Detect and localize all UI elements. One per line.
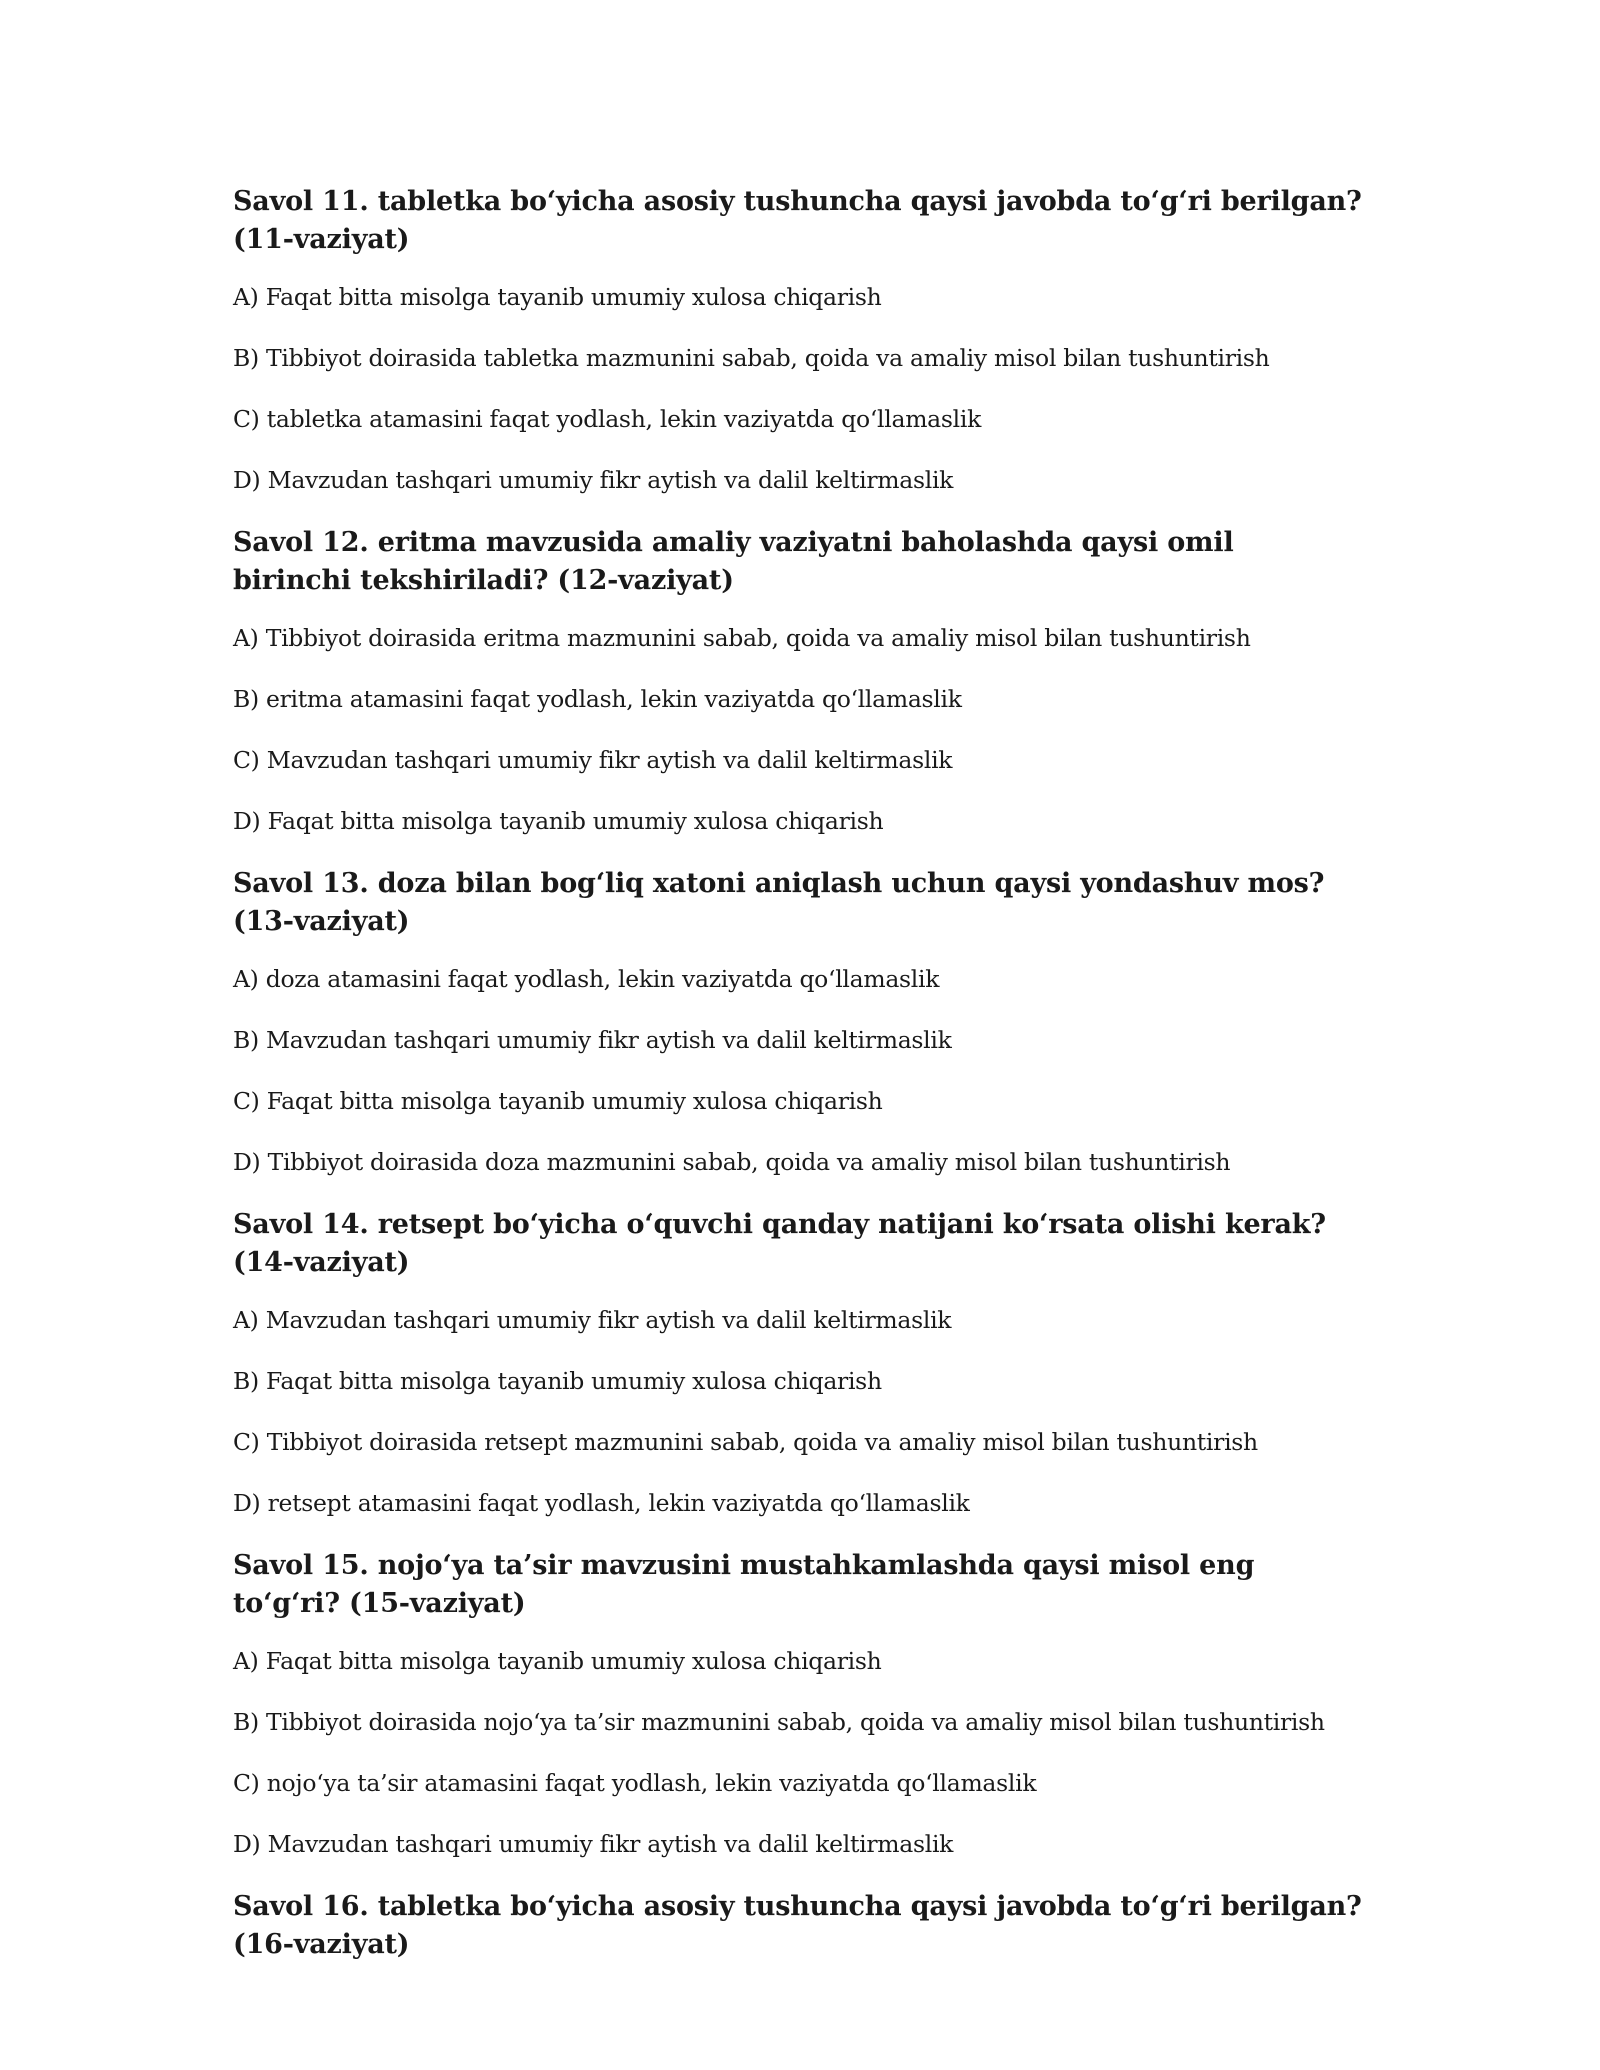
option-d: D) Tibbiyot doirasida doza mazmunini sabab, qoida va amaliy misol bilan tushuntirish xyxy=(233,1148,1231,1176)
option-b: B) Mavzudan tashqari umumiy fikr aytish va dalil keltirmaslik xyxy=(233,1026,952,1054)
question-title: Savol 15. nojo‘ya ta’sir mavzusini mustahkamlashda qaysi misol eng to‘g‘ri? (15-vaziyat) xyxy=(233,1550,1255,1619)
option-d: D) retsept atamasini faqat yodlash, lekin vaziyatda qo‘llamaslik xyxy=(233,1489,970,1517)
option-d: D) Mavzudan tashqari umumiy fikr aytish va dalil keltirmaslik xyxy=(233,1830,954,1858)
question-title: Savol 12. eritma mavzusida amaliy vaziyatni baholashda qaysi omil birinchi tekshiriladi? (12-vaziyat) xyxy=(233,527,1234,596)
option-b: B) Tibbiyot doirasida nojo‘ya ta’sir mazmunini sabab, qoida va amaliy misol bilan tushuntirish xyxy=(233,1708,1325,1736)
option-c: C) Faqat bitta misolga tayanib umumiy xulosa chiqarish xyxy=(233,1087,883,1115)
option-d: D) Mavzudan tashqari umumiy fikr aytish va dalil keltirmaslik xyxy=(233,466,954,494)
option-a: A) Mavzudan tashqari umumiy fikr aytish va dalil keltirmaslik xyxy=(233,1306,952,1334)
question-title: Savol 14. retsept bo‘yicha o‘quvchi qanday natijani ko‘rsata olishi kerak? (14-vaziyat) xyxy=(233,1209,1326,1278)
option-b: B) eritma atamasini faqat yodlash, lekin vaziyatda qo‘llamaslik xyxy=(233,685,962,713)
question-11 xyxy=(233,183,1373,497)
question-12 xyxy=(233,524,1373,838)
option-a: A) Faqat bitta misolga tayanib umumiy xulosa chiqarish xyxy=(233,283,882,311)
question-15 xyxy=(233,1547,1373,1861)
option-c: C) tabletka atamasini faqat yodlash, lekin vaziyatda qo‘llamaslik xyxy=(233,405,982,433)
question-title: Savol 16. tabletka bo‘yicha asosiy tushuncha qaysi javobda to‘g‘ri berilgan? (16-vaziyat) xyxy=(233,1891,1362,1960)
question-14 xyxy=(233,1206,1373,1520)
option-c: C) Mavzudan tashqari umumiy fikr aytish va dalil keltirmaslik xyxy=(233,746,953,774)
option-b: B) Faqat bitta misolga tayanib umumiy xulosa chiqarish xyxy=(233,1367,882,1395)
option-a: A) Tibbiyot doirasida eritma mazmunini sabab, qoida va amaliy misol bilan tushuntirish xyxy=(233,624,1251,652)
question-13 xyxy=(233,865,1373,1179)
option-a: A) doza atamasini faqat yodlash, lekin vaziyatda qo‘llamaslik xyxy=(233,965,940,993)
option-c: C) nojo‘ya ta’sir atamasini faqat yodlash, lekin vaziyatda qo‘llamaslik xyxy=(233,1769,1037,1797)
option-d: D) Faqat bitta misolga tayanib umumiy xulosa chiqarish xyxy=(233,807,884,835)
question-title: Savol 13. doza bilan bog‘liq xatoni aniqlash uchun qaysi yondashuv mos? (13-vaziyat) xyxy=(233,868,1325,937)
question-title: Savol 11. tabletka bo‘yicha asosiy tushuncha qaysi javobda to‘g‘ri berilgan? (11-vaziyat) xyxy=(233,186,1362,255)
document-page xyxy=(233,183,1373,1985)
option-a: A) Faqat bitta misolga tayanib umumiy xulosa chiqarish xyxy=(233,1647,882,1675)
option-c: C) Tibbiyot doirasida retsept mazmunini sabab, qoida va amaliy misol bilan tushuntirish xyxy=(233,1428,1258,1456)
option-b: B) Tibbiyot doirasida tabletka mazmunini sabab, qoida va amaliy misol bilan tushuntirish xyxy=(233,344,1270,372)
question-16 xyxy=(233,1888,1373,1964)
